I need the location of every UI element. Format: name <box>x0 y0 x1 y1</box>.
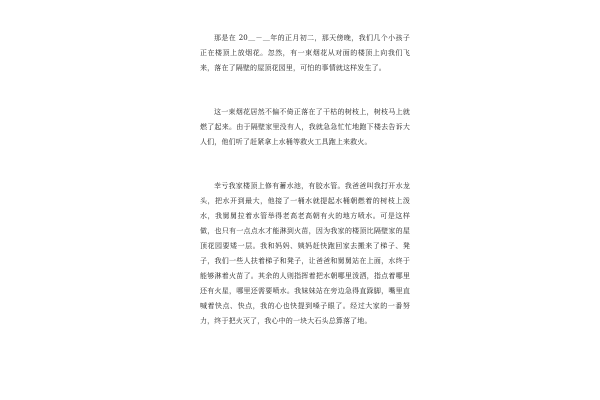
paragraph-1: 那是在 20＿－＿年的正月初二，那天傍晚，我们几个小孩子正在楼顶上放烟花。忽然，有一束烟花从对面的楼顶上向我们飞来，落在了隔壁的屋顶花园里，可怕的事情就这样发生了。 <box>200 34 410 72</box>
paragraph-3: 幸亏我家楼顶上修有蓄水池，有胶水管。我爸爸叫我打开水龙头，把水开到最大，他接了一桶水就提起水桶朝燃着的树枝上泼水，我舅舅拉着水管举得老高老高朝有火的地方喷水。可是这样做，也只有一点点水才能淋到火苗，因为我家的楼顶比隔壁家的屋顶花园要矮一层。我和妈妈、姨妈赶快跑回家去搬来了梯子、凳子，我们一些人扶着梯子和凳子，让爸爸和舅舅站在上面，水终于能够淋着火苗了。其余的人则指挥着把水朝哪里泼洒，指点着哪里还有火星，哪里还需要喷水。我妹妹站在旁边急得直跺脚，嘴里直喊着快点、快点，我的心也快提到嗓子眼了。经过大家的一番努力，终于把火灭了，我心中的一块大石头总算落了地。 <box>200 182 410 325</box>
document-body <box>200 31 410 329</box>
paragraph-2: 这一束烟花居然不偏不倚正落在了干枯的树枝上，树枝马上就燃了起来。由于隔壁家里没有人，我就急急忙忙地跑下楼去告诉大人们，他们听了赶紧拿上水桶等救火工具跑上来救火。 <box>200 108 410 146</box>
